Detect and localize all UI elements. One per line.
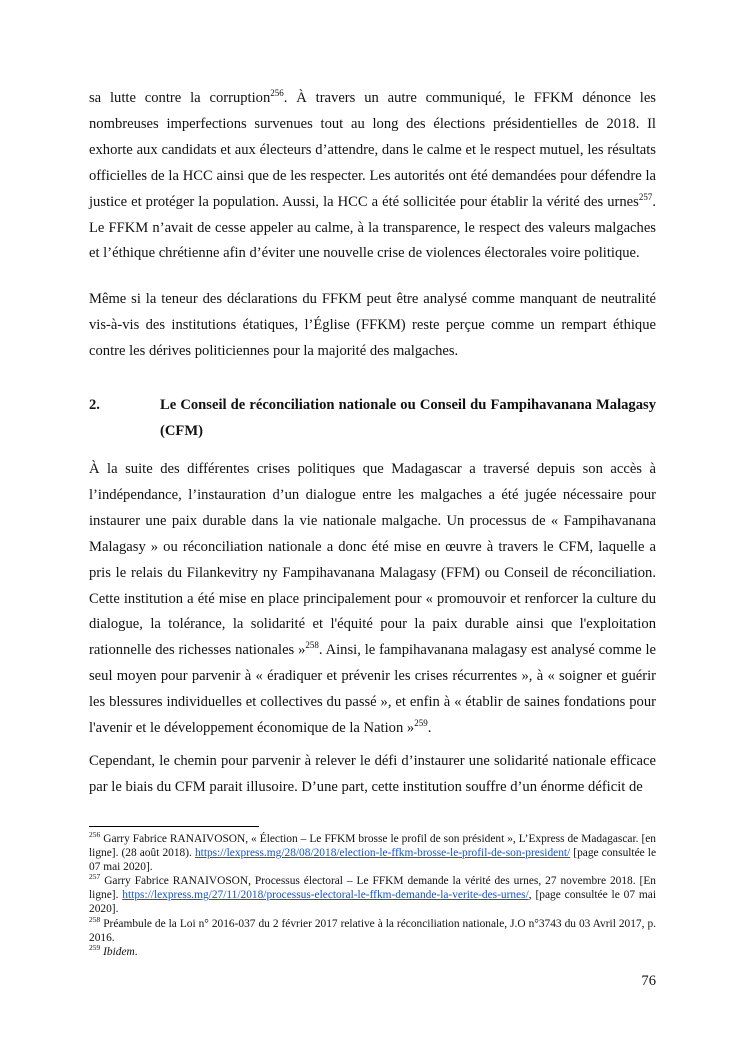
footnote-ref-259[interactable]: 259	[414, 718, 428, 729]
footnote-link[interactable]: https://lexpress.mg/27/11/2018/processus-electoral-le-ffkm-demande-la-verite-des-urnes/	[122, 889, 529, 902]
text: À la suite des différentes crises politiques que Madagascar a traversé depuis son accès à l’indépendance, l’instauration d’un dialogue entre les malgaches a été jugée nécessaire pour instaurer une paix durable dans la vie nationale malgache. Un processus de « Fampihavanana Malagasy » ou réconciliation nationale a donc été mise en œuvre à travers le CFM, laquelle a pris le relais du Filankevitry ny Fampihavanana Malagasy (FFM) ou Conseil de réconciliation. Cette institution a été mise en place principalement pour « promouvoir et renforcer la culture du dialogue, la tolérance, la solidarité et l'équité pour la paix durable ainsi que l'exploitation rationnelle des richesses nationales »	[89, 461, 656, 659]
text: .	[427, 720, 432, 737]
footnote-number: 258	[89, 914, 101, 924]
footnote-ref-256[interactable]: 256	[270, 88, 284, 99]
footnote-ref-258[interactable]: 258	[305, 640, 319, 651]
section-number: 2.	[89, 397, 100, 413]
text: . Le FFKM n’avait de cesse appeler au calme, à la transparence, le respect des valeurs malgaches et l’éthique chrétienne afin d’éviter une nouvelle crise de violences électorales voire politique.	[89, 193, 656, 262]
paragraph-cfm-intro	[89, 457, 656, 742]
text: Cependant, le chemin pour parvenir à relever le défi d’instaurer une solidarité nationale efficace par le biais du CFM parait illusoire. D’une part, cette institution souffre d’un énorme déficit de	[89, 753, 656, 795]
footnote-256	[89, 832, 656, 874]
footnote-number: 259	[89, 942, 101, 952]
footnote-text: , [page consultée le 07 mai 2020].	[89, 889, 656, 916]
footnote-number: 257	[89, 872, 101, 882]
page-number: 76	[641, 973, 656, 989]
paragraph-cfm-challenge	[89, 749, 656, 801]
footnote-258	[89, 914, 656, 945]
text: . À travers un autre communiqué, le FFKM dénonce les nombreuses imperfections survenues tout au long des élections présidentielles de 2018. Il exhorte aux candidats et aux électeurs d’attendre, dans le calme et le respect mutuel, les résultats officielles de la HCC ainsi que de les respecter. Les autorités ont été demandées pour défendre la justice et protéger la population. Aussi, la HCC a été sollicitée pour établir la vérité des urnes	[89, 90, 656, 210]
footnote-number: 256	[89, 830, 101, 840]
section-title: Le Conseil de réconciliation nationale ou Conseil du Fampihavanana Malagasy (CFM)	[160, 397, 656, 439]
footnote-text: Garry Fabrice RANAIVOSON, Processus électoral – Le FFKM demande la vérité des urnes, 27 novembre 2018. [En ligne].	[89, 875, 656, 902]
footnote-text: [page consultée le 07 mai 2020].	[89, 847, 656, 874]
paragraph-ffkm-communique	[89, 86, 656, 267]
footnote-ref-257[interactable]: 257	[638, 191, 653, 202]
footnote-text: Garry Fabrice RANAIVOSON, « Élection – Le FFKM brosse le profil de son président », L’Express de Madagascar. [en ligne]. (28 août 2018).	[89, 833, 656, 860]
text: Même si la teneur des déclarations du FFKM peut être analysé comme manquant de neutralité vis-à-vis des institutions étatiques, l’Église (FFKM) reste perçue comme un rempart éthique contre les dérives politiciennes pour la majorité des malgaches.	[89, 291, 656, 359]
footnote-257	[89, 874, 656, 916]
text: . Ainsi, le fampihavanana malagasy est analysé comme le seul moyen pour parvenir à « éradiquer et prévenir les crises récurrentes », à « soigner et guérir les blessures individuelles et collectives du passé », et enfin à « établir de saines fondations pour l'avenir et le développement économique de la Nation »	[89, 642, 657, 737]
footnote-259	[89, 942, 656, 959]
footnotes	[89, 832, 656, 959]
section-heading	[89, 393, 656, 444]
footnote-link[interactable]: https://lexpress.mg/28/08/2018/election-le-ffkm-brosse-le-profil-de-son-president/	[194, 847, 571, 860]
footnote-text: Préambule de la Loi n° 2016-037 du 2 février 2017 relative à la réconciliation nationale, J.O n°3743 du 03 Avril 2017, p. 2016.	[89, 917, 656, 944]
footnote-text: .	[134, 945, 138, 958]
footnote-separator	[89, 826, 259, 827]
text: sa lutte contre la corruption	[89, 90, 271, 106]
paragraph-ffkm-neutrality	[89, 287, 656, 365]
footnote-text: Ibidem	[103, 945, 135, 958]
